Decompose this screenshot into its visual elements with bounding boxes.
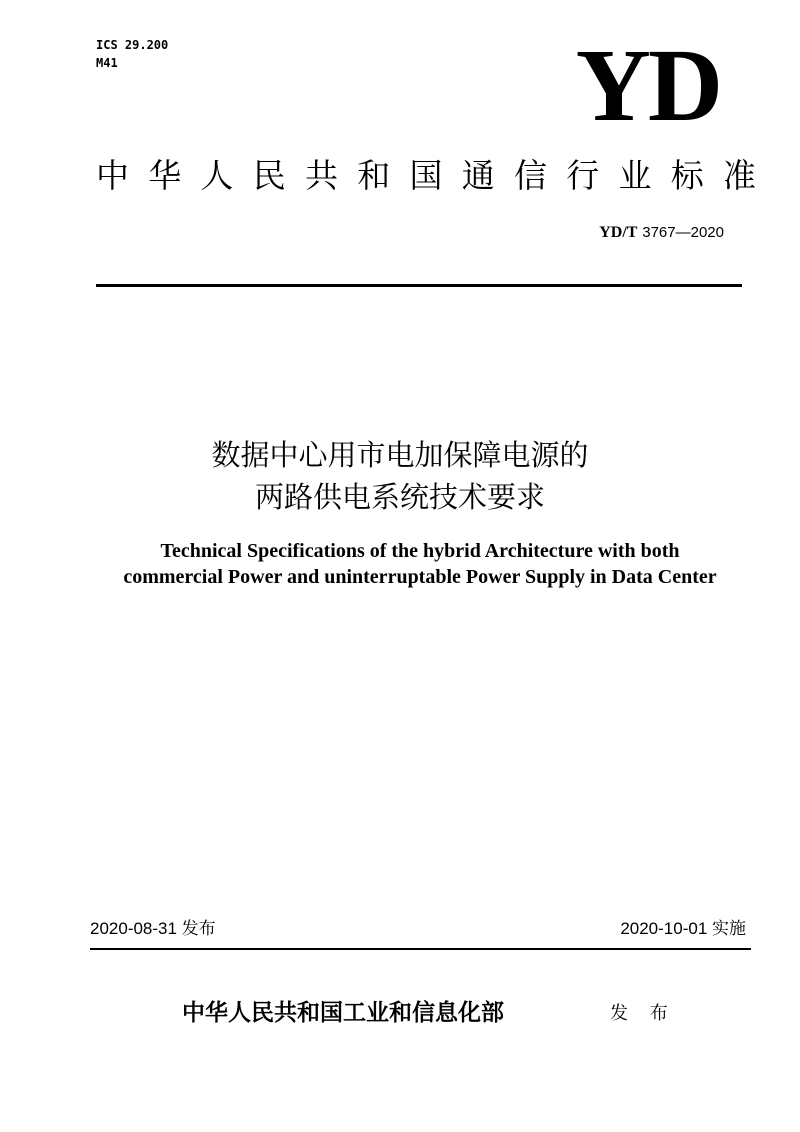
yd-logo: YD <box>575 28 720 143</box>
chinese-title <box>0 434 800 518</box>
standard-code <box>599 222 724 243</box>
classification-block <box>96 36 168 72</box>
english-title-line-2: commercial Power and uninterruptable Power Supply in Data Center <box>123 566 717 588</box>
org-char: 华 <box>148 156 182 195</box>
standard-number: 3767—2020 <box>642 224 724 241</box>
footer-divider <box>90 948 751 950</box>
org-char: 和 <box>357 156 391 195</box>
english-title-line-1: Technical Specifications of the hybrid Architecture with both <box>160 540 680 562</box>
ics-code: ICS 29.200 <box>96 38 169 52</box>
org-char: 准 <box>723 156 756 195</box>
english-title <box>0 538 800 590</box>
org-char: 业 <box>618 156 652 195</box>
org-char: 通 <box>461 156 495 195</box>
org-char: 中 <box>96 156 129 195</box>
organization-title <box>96 154 756 198</box>
org-char: 民 <box>252 156 286 195</box>
chinese-title-line-1: 数据中心用市电加保障电源的 <box>211 438 589 472</box>
publisher-name: 中华人民共和国工业和信息化部 <box>182 999 504 1026</box>
org-char: 国 <box>409 156 443 195</box>
chinese-title-line-2: 两路供电系统技术要求 <box>254 480 545 514</box>
org-char: 人 <box>200 156 234 195</box>
org-char: 共 <box>305 156 338 195</box>
org-char: 标 <box>670 156 704 195</box>
effective-date: 2020-10-01 实施 <box>620 919 746 938</box>
standard-prefix: YD/T <box>599 224 638 241</box>
publish-date: 2020-08-31 发布 <box>90 919 216 938</box>
category-code: M41 <box>96 56 118 70</box>
header-divider <box>96 284 742 287</box>
org-char: 行 <box>566 156 600 195</box>
org-char: 信 <box>514 156 547 195</box>
publish-label: 发 布 <box>610 1003 676 1024</box>
